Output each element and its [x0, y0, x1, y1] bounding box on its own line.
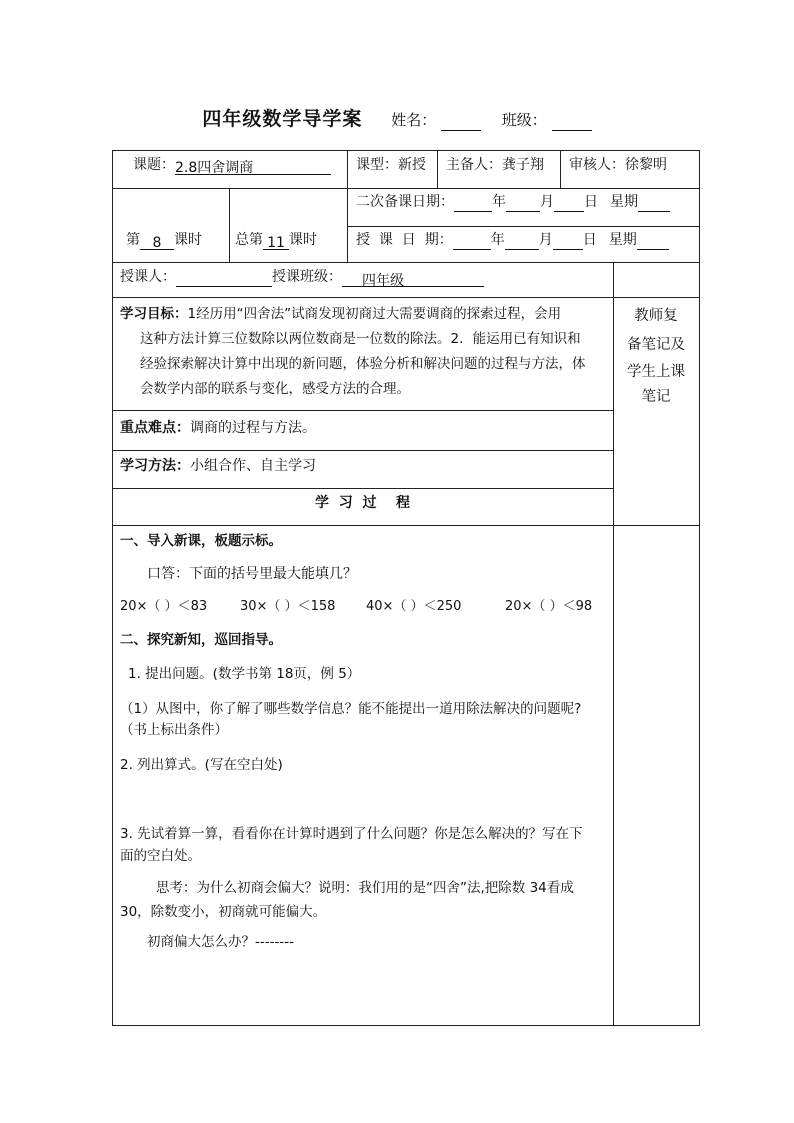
table-rule — [112, 410, 613, 411]
teacher-label: 授课人： — [120, 269, 176, 285]
total-lesson-number: 总第 11 课时 — [235, 232, 317, 251]
table-rule — [437, 150, 438, 188]
reviewer: 审核人：徐黎明 — [569, 157, 667, 173]
goals-label: 学习目标： — [120, 306, 188, 322]
step-1: 1. 提出问题。(数学书第 18页，例 5） — [128, 666, 361, 682]
name-label: 姓名： — [391, 111, 437, 129]
process-heading: 学 习 过 程 — [315, 495, 410, 511]
exercise-2: 30×（ ）＜158 — [240, 599, 336, 614]
too-large-question: 初商偏大怎么办？-------- — [147, 934, 294, 950]
class-blank — [552, 114, 592, 131]
step-2: 2. 列出算式。(写在空白处) — [120, 757, 283, 773]
learning-goals: 学习目标：1经历用“四舍法”试商发现初商过大需要调商的探索过程，会用 这种方法计算三位数除以两位数商是一位数的除法。2．能运用已有知识和 经验探索解决计算中出现的新问题，体验分析和解决问题的过程与方法，体 会数学内部的联系与变化，感受方法的合理。 — [120, 306, 586, 397]
class-label: 班级： — [501, 111, 547, 129]
table-border-bottom — [112, 1025, 700, 1026]
page-header — [0, 104, 794, 131]
table-border-top — [112, 150, 700, 151]
table-rule — [347, 150, 348, 262]
class-label: 授课班级： — [272, 269, 342, 285]
second-prep-date: 二次备课日期： 年 月 日 星期 — [356, 192, 670, 212]
teacher-row: 授课人： 授课班级： 四年级 — [120, 267, 484, 287]
table-border-right — [699, 150, 700, 1026]
key-points: 重点难点：调商的过程与方法。 — [120, 420, 316, 436]
question-1: （1）从图中，你了解了哪些数学信息？能不能提出一道用除法解决的问题呢? （书上标出条件） — [120, 701, 582, 738]
topic-label: 课题： — [133, 157, 175, 173]
exercise-3: 40×（ ）＜250 — [366, 599, 462, 614]
lesson-type: 课型：新授 — [356, 157, 426, 173]
lesson-number: 第 8 课时 — [126, 232, 202, 251]
table-rule — [112, 525, 700, 526]
oral-question: 口答：下面的括号里最大能填几？ — [147, 566, 357, 582]
topic-cell — [133, 155, 331, 175]
name-blank — [441, 114, 481, 131]
teaching-date: 授 课 日 期： 年 月 日 星期 — [356, 230, 669, 250]
think-note: 思考：为什么初商会偏大？说明：我们用的是“四舍”法,把除数 34看成 30，除数变小，初商就可能偏大。 — [120, 880, 574, 920]
table-rule — [112, 188, 700, 189]
exercise-1: 20×（ ）＜83 — [120, 599, 208, 614]
table-rule — [560, 150, 561, 188]
table-rule — [112, 450, 613, 451]
table-rule — [112, 488, 613, 489]
table-rule — [229, 188, 230, 262]
table-border-left — [112, 150, 113, 1026]
section-two-heading: 二、探究新知，巡回指导。 — [120, 632, 282, 648]
page-title: 四年级数学导学案 — [202, 108, 363, 130]
preparer: 主备人：龚子翔 — [446, 157, 544, 173]
section-one-heading: 一、导入新课，板题示标。 — [120, 533, 282, 549]
topic-value: 2.8四舍调商 — [175, 158, 331, 175]
table-rule — [112, 297, 700, 298]
notes-column-label: 教师复 备笔记及 学生上课 笔记 — [627, 308, 685, 405]
step-3: 3. 先试着算一算，看看你在计算时遇到了什么问题？你是怎么解决的？写在下 面的空白处。 — [120, 826, 583, 864]
table-rule — [347, 226, 700, 227]
learning-method: 学习方法：小组合作、自主学习 — [120, 458, 316, 474]
exercise-4: 20×（ ）＜98 — [505, 599, 593, 614]
table-rule — [112, 262, 700, 263]
